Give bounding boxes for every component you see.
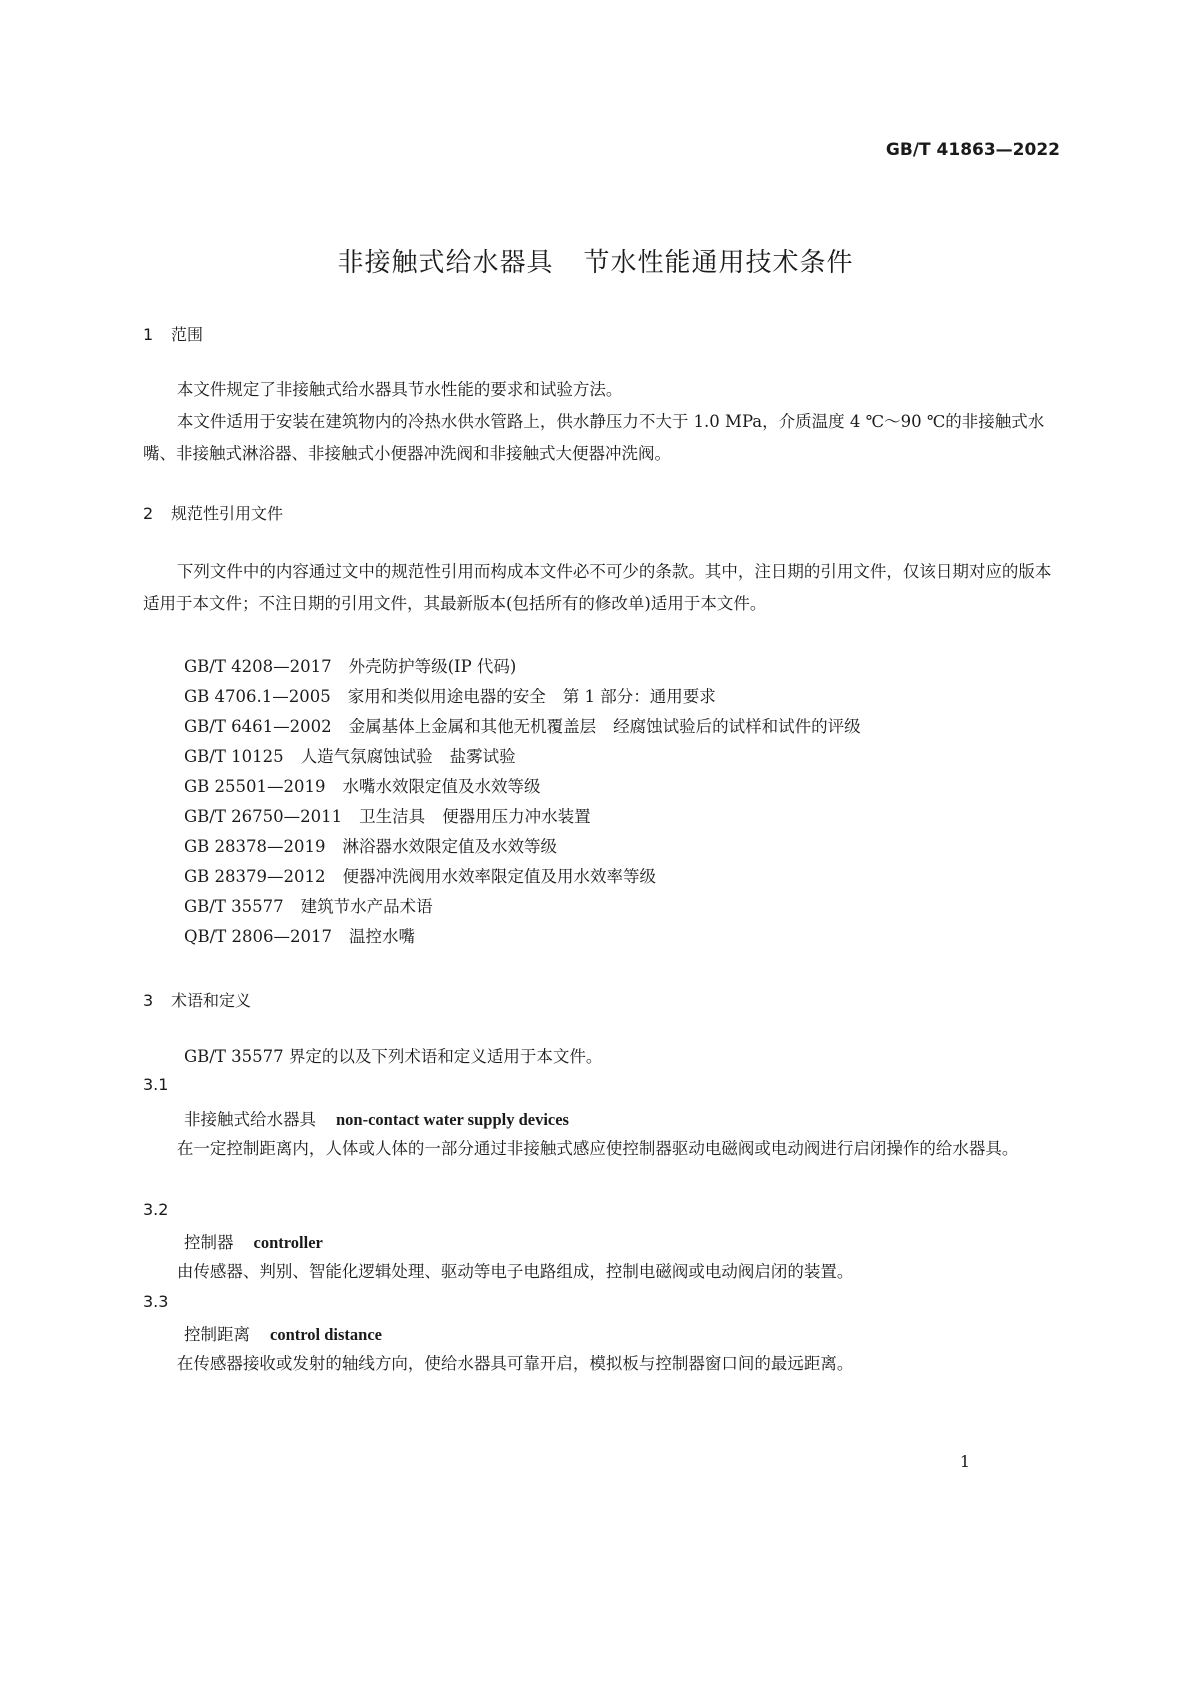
ref-code: GB/T 26750—2011 — [184, 807, 343, 826]
standard-code: GB/T 41863—2022 — [885, 140, 1060, 160]
section-number: 3 — [143, 991, 154, 1010]
term-zh: 控制器 — [184, 1233, 234, 1252]
section-1-heading — [143, 322, 203, 345]
section-title: 范围 — [171, 325, 204, 344]
term-en: controller — [253, 1233, 323, 1252]
reference-item — [184, 743, 516, 767]
term-definition: 由传感器、判别、智能化逻辑处理、驱动等电子电路组成，控制电磁阀或电动阀启闭的装置。 — [176, 1262, 854, 1281]
reference-item — [184, 803, 591, 827]
ref-title: 外壳防护等级(IP 代码) — [348, 657, 517, 676]
ref-subtitle: 便器用压力冲水装置 — [442, 807, 591, 826]
ref-code: GB/T 4208—2017 — [184, 657, 332, 676]
reference-item — [184, 893, 433, 917]
section-title: 规范性引用文件 — [171, 504, 284, 523]
ref-title: 温控水嘴 — [348, 927, 415, 946]
section-2-heading — [143, 501, 283, 524]
section-number: 2 — [143, 504, 154, 523]
term-definition: 在一定控制距离内，人体或人体的一部分通过非接触式感应使控制器驱动电磁阀或电动阀进行启闭操作的给水器具。 — [176, 1139, 1019, 1158]
ref-title: 人造气氛腐蚀试验 — [300, 747, 433, 766]
term-heading — [184, 1229, 323, 1253]
section-title: 术语和定义 — [171, 991, 252, 1010]
ref-code: QB/T 2806—2017 — [184, 927, 332, 946]
ref-title: 淋浴器水效限定值及水效等级 — [342, 837, 558, 856]
document-title-part2: 节水性能通用技术条件 — [583, 248, 854, 278]
reference-item — [184, 863, 656, 887]
ref-title: 卫生洁具 — [359, 807, 426, 826]
term-zh: 控制距离 — [184, 1325, 250, 1344]
ref-code: GB 28379—2012 — [184, 867, 326, 886]
terms-intro: GB/T 35577 界定的以及下列术语和定义适用于本文件。 — [184, 1047, 603, 1066]
term-zh: 非接触式给水器具 — [184, 1110, 316, 1129]
ref-code: GB/T 6461—2002 — [184, 717, 332, 736]
scope-paragraph-1: 本文件规定了非接触式给水器具节水性能的要求和试验方法。 — [176, 380, 623, 399]
ref-code: GB 4706.1—2005 — [184, 687, 331, 706]
section-3-heading — [143, 988, 251, 1011]
scope-paragraph-2: 本文件适用于安装在建筑物内的冷热水供水管路上，供水静压力不大于 1.0 MPa，介质温度 4 ℃～90 ℃的非接触式水嘴、非接触式淋浴器、非接触式小便器冲洗阀和非接触式大便器冲洗阀。 — [143, 412, 1045, 463]
ref-title: 便器冲洗阀用水效率限定值及用水效率等级 — [342, 867, 657, 886]
term-en: non-contact water supply devices — [336, 1110, 569, 1129]
reference-item — [184, 683, 716, 707]
normative-intro-paragraph: 下列文件中的内容通过文中的规范性引用而构成本文件必不可少的条款。其中，注日期的引用文件，仅该日期对应的版本适用于本文件；不注日期的引用文件，其最新版本(包括所有的修改单)适用于本文件。 — [143, 562, 1052, 613]
ref-subtitle: 盐雾试验 — [449, 747, 516, 766]
ref-code: GB/T 35577 — [184, 897, 284, 916]
reference-item — [184, 713, 861, 737]
term-number: 3.1 — [143, 1075, 169, 1094]
term-definition: 在传感器接收或发射的轴线方向，使给水器具可靠开启，模拟板与控制器窗口间的最远距离。 — [176, 1354, 854, 1373]
document-title — [0, 242, 1191, 279]
page-number: 1 — [959, 1452, 970, 1471]
section-number: 1 — [143, 325, 154, 344]
ref-title: 金属基体上金属和其他无机覆盖层 — [348, 717, 597, 736]
reference-item — [184, 653, 516, 677]
term-number: 3.2 — [143, 1200, 169, 1219]
ref-subtitle: 第 1 部分：通用要求 — [562, 687, 716, 706]
reference-item — [184, 773, 541, 797]
ref-title: 家用和类似用途电器的安全 — [347, 687, 546, 706]
document-title-part1: 非接触式给水器具 — [337, 248, 554, 278]
ref-title: 建筑节水产品术语 — [300, 897, 433, 916]
ref-code: GB 25501—2019 — [184, 777, 326, 796]
term-heading — [184, 1321, 382, 1345]
term-heading — [184, 1106, 569, 1130]
ref-code: GB/T 10125 — [184, 747, 284, 766]
term-en: control distance — [270, 1325, 382, 1344]
reference-item — [184, 833, 557, 857]
ref-code: GB 28378—2019 — [184, 837, 326, 856]
ref-subtitle: 经腐蚀试验后的试样和试件的评级 — [613, 717, 861, 736]
reference-item — [184, 923, 415, 947]
term-number: 3.3 — [143, 1292, 169, 1311]
ref-title: 水嘴水效限定值及水效等级 — [342, 777, 541, 796]
